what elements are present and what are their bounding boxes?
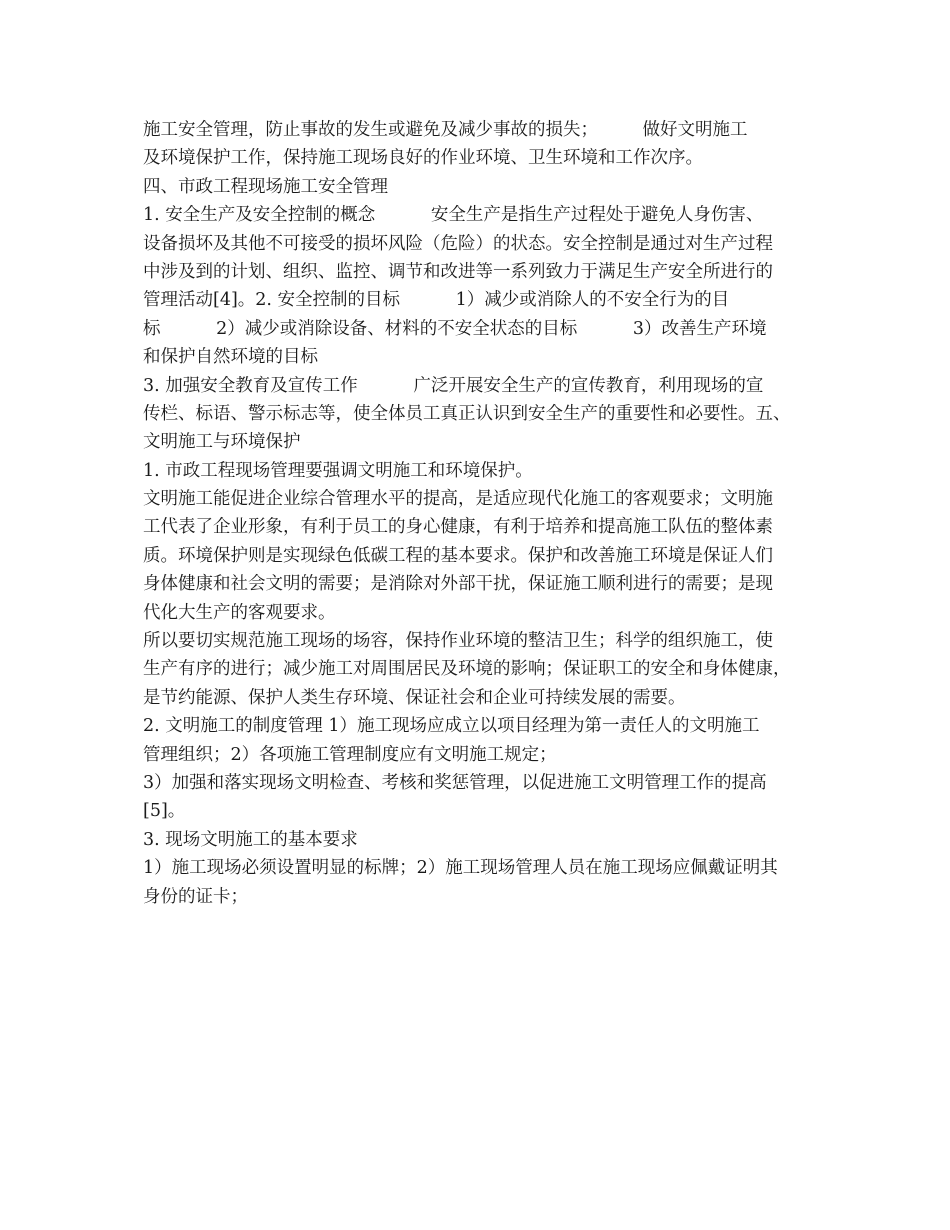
text-line: 及环境保护工作，保持施工现场良好的作业环境、卫生环境和工作次序。 (143, 148, 703, 169)
text-line: 质。环境保护则是实现绿色低碳工程的基本要求。保护和改善施工环境是保证人们 (143, 545, 773, 566)
text-line: 管理活动[4]。2. 安全控制的目标 1）减少或消除人的不安全行为的目 (143, 290, 730, 311)
text-line: 1. 市政工程现场管理要强调文明施工和环境保护。 (143, 460, 533, 481)
text-line: 中涉及到的计划、组织、监控、调节和改进等一系列致力于满足生产安全所进行的 (143, 261, 773, 282)
text-line: 标 2）减少或消除设备、材料的不安全状态的目标 3）改善生产环境 (143, 318, 767, 339)
text-line: 是节约能源、保护人类生存环境、保证社会和企业可持续发展的需要。 (143, 687, 686, 708)
text-line: 身份的证卡； (143, 886, 248, 907)
text-line: 1. 安全生产及安全控制的概念 安全生产是指生产过程处于避免人身伤害、 (143, 205, 764, 226)
text-line: 管理组织；2）各项施工管理制度应有文明施工规定； (143, 744, 557, 765)
text-line: 施工安全管理，防止事故的发生或避免及减少事故的损失； 做好文明施工 (143, 120, 748, 140)
text-line: 所以要切实规范施工现场的场容，保持作业环境的整洁卫生；科学的组织施工，使 (143, 631, 773, 652)
text-line: 和保护自然环境的目标 (143, 347, 318, 368)
text-line: 身体健康和社会文明的需要；是消除对外部干扰，保证施工顺利进行的需要；是现 (143, 574, 773, 595)
text-line: 设备损坏及其他不可接受的损坏风险（危险）的状态。安全控制是通过对生产过程 (143, 233, 773, 254)
text-line: 生产有序的进行；减少施工对周围居民及环境的影响；保证职工的安全和身体健康， (143, 659, 791, 680)
text-line: 代化大生产的客观要求。 (143, 602, 336, 623)
text-line: 传栏、标语、警示标志等，使全体员工真正认识到安全生产的重要性和必要性。五、 (143, 403, 791, 424)
section-heading: 四、市政工程现场施工安全管理 (143, 176, 388, 197)
text-line: 文明施工能促进企业综合管理水平的提高，是适应现代化施工的客观要求；文明施 (143, 489, 773, 510)
text-line: 3. 现场文明施工的基本要求 (143, 829, 358, 850)
text-line: 工代表了企业形象，有利于员工的身心健康，有利于培养和提高施工队伍的整体素 (143, 517, 773, 538)
text-line: [5]。 (143, 801, 186, 822)
document-body (143, 116, 823, 911)
text-line: 1）施工现场必须设置明显的标牌；2）施工现场管理人员在施工现场应佩戴证明其 (143, 858, 778, 879)
text-line: 3）加强和落实现场文明检查、考核和奖惩管理，以促进施工文明管理工作的提高 (143, 772, 767, 793)
text-line: 2. 文明施工的制度管理 1）施工现场应成立以项目经理为第一责任人的文明施工 (143, 716, 760, 737)
text-line: 3. 加强安全教育及宣传工作 广泛开展安全生产的宣传教育，利用现场的宣 (143, 375, 764, 396)
section-heading: 文明施工与环境保护 (143, 432, 301, 453)
